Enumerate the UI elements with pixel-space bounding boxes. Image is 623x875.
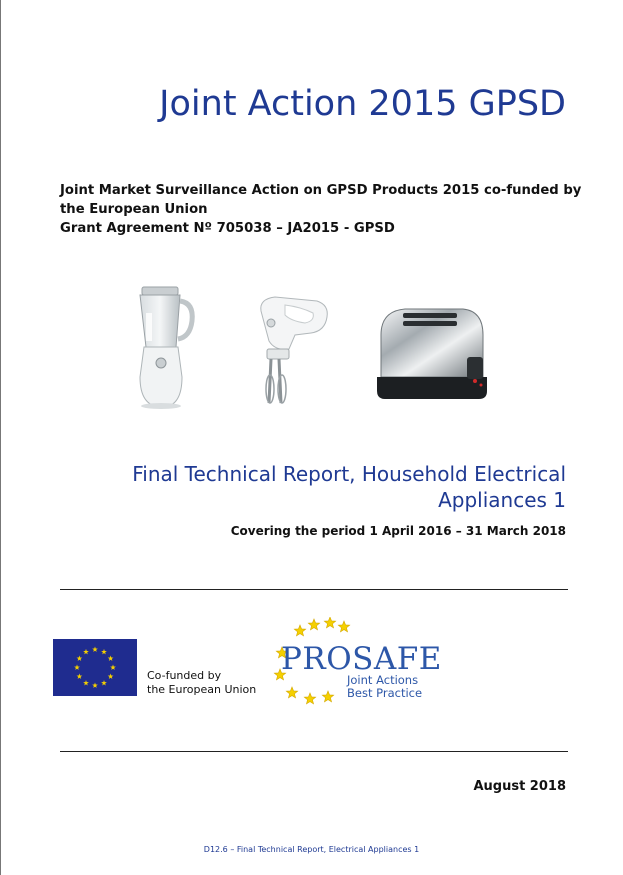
report-title [106, 461, 566, 513]
prosafe-tagline-line: Joint Actions [347, 673, 419, 687]
subtitle-line: Joint Market Surveillance Action on GPSD Products 2015 co-funded by [60, 183, 582, 198]
subtitle-line: the European Union [60, 202, 208, 217]
prosafe-star-icon [324, 617, 335, 628]
subtitle-block [60, 181, 582, 238]
prosafe-star-icon [304, 693, 315, 704]
prosafe-star-icon [308, 619, 319, 630]
toaster-image [375, 305, 490, 403]
prosafe-star-icon [322, 691, 333, 702]
coverage-period: Covering the period 1 April 2016 – 31 March 2018 [230, 524, 566, 538]
page-footer: D12.6 – Final Technical Report, Electrical Appliances 1 [203, 845, 420, 854]
report-date: August 2018 [473, 779, 566, 794]
prosafe-star-icon [338, 621, 349, 632]
appliance-images [0, 285, 623, 415]
subtitle-line: Grant Agreement Nº 705038 – JA2015 - GPSD [60, 221, 395, 236]
eu-cofunded-text [147, 669, 256, 697]
divider [60, 751, 568, 752]
prosafe-logo: PROSAFE [281, 641, 442, 677]
prosafe-tagline [347, 674, 422, 700]
eu-text-line: the European Union [147, 683, 257, 696]
document-title: Joint Action 2015 GPSD [159, 84, 566, 124]
page-edge-line [0, 0, 1, 875]
hand-mixer-image [255, 291, 335, 409]
prosafe-tagline-line: Best Practice [347, 686, 423, 700]
eu-flag-icon [53, 639, 137, 696]
blender-image [130, 285, 200, 411]
prosafe-star-icon [286, 687, 297, 698]
prosafe-star-icon [294, 625, 305, 636]
report-title-line: Final Technical Report, Household Electrical [132, 462, 566, 486]
divider [60, 589, 568, 590]
report-title-line: Appliances 1 [438, 488, 566, 512]
eu-text-line: Co-funded by [147, 669, 222, 682]
